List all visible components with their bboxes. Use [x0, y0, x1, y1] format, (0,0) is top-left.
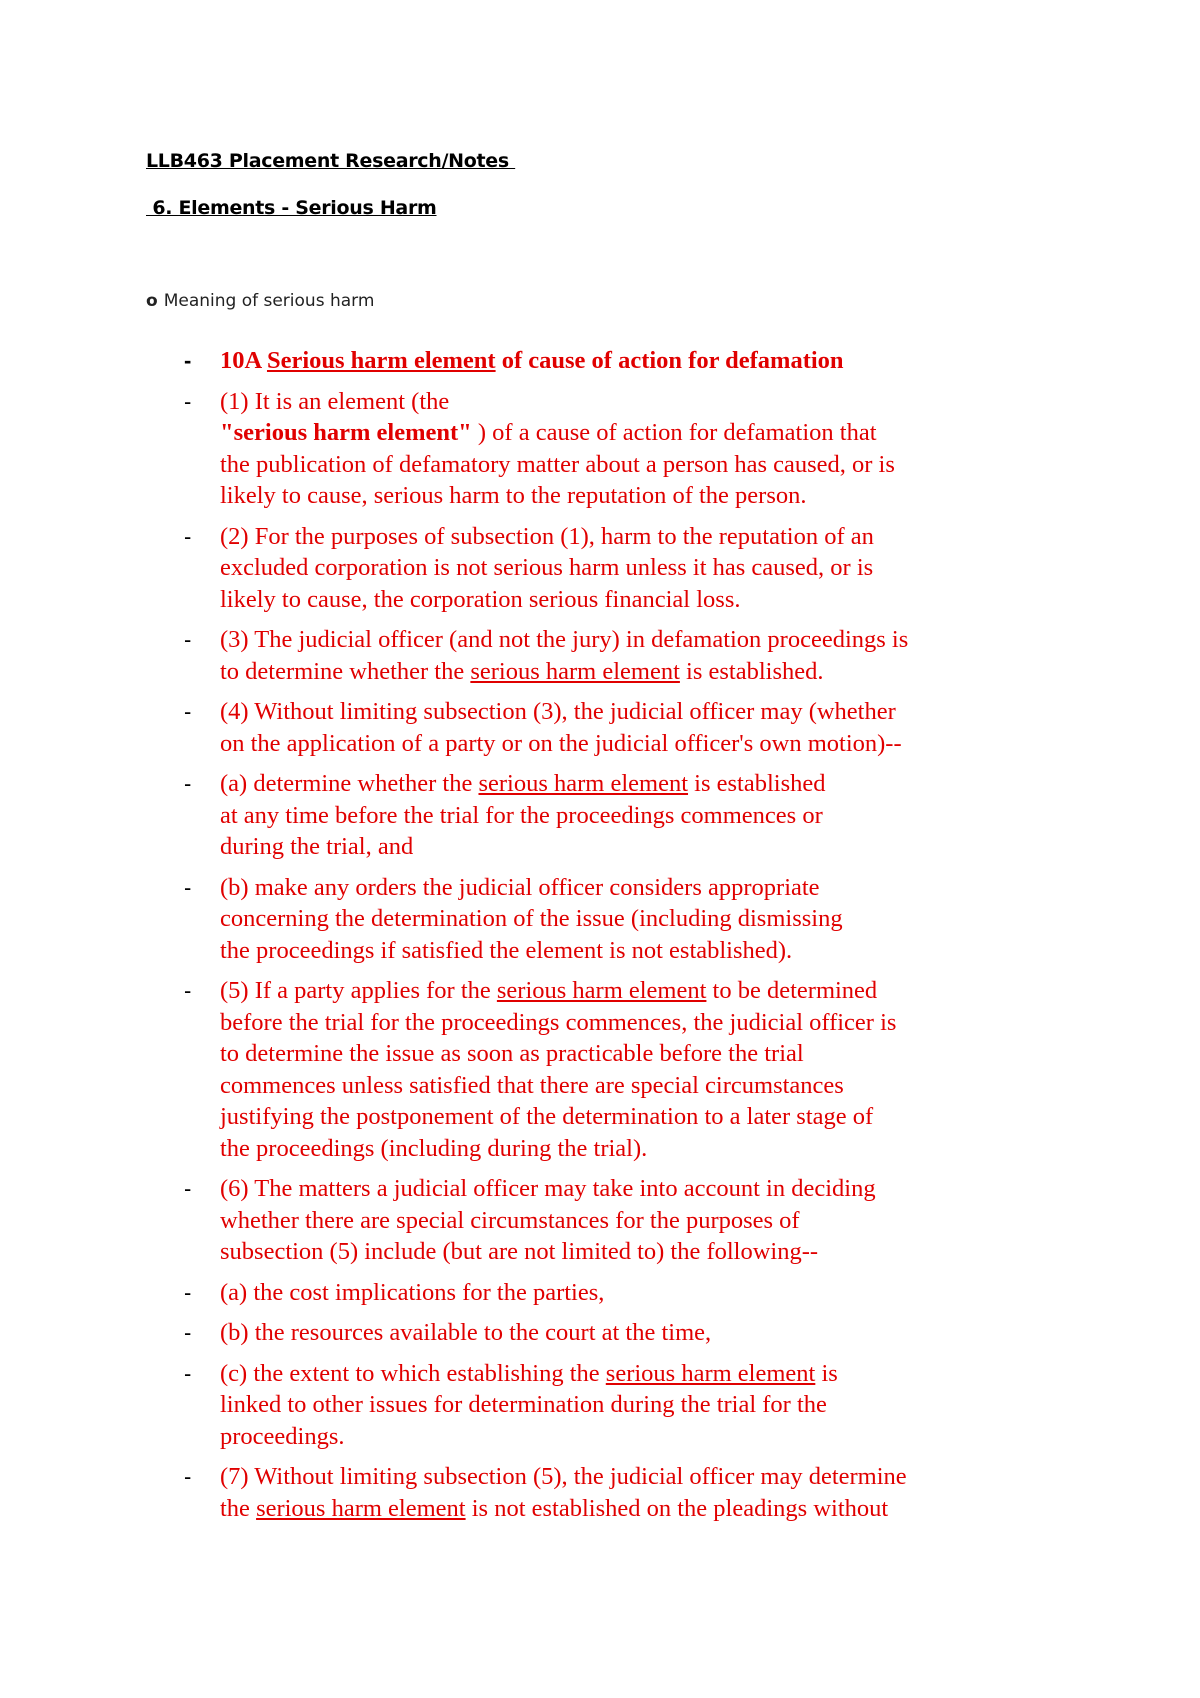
provision-text: the proceedings if satisfied the element is not established). — [220, 936, 793, 964]
defined-term: serious harm element — [496, 977, 707, 1004]
provision-line — [220, 449, 1020, 481]
provision-item — [180, 521, 1020, 616]
provision-text: the proceedings (including during the trial). — [220, 1134, 648, 1162]
provision-line — [220, 696, 1020, 728]
provision-line — [220, 800, 1020, 832]
provision-item — [180, 345, 1020, 377]
provision-text: the publication of defamatory matter about a person has caused, or is — [220, 450, 895, 478]
provision-item — [180, 386, 1020, 512]
list-dash: - — [184, 1464, 192, 1489]
provision-line — [220, 1236, 1020, 1268]
provision-line — [220, 1101, 1020, 1133]
provision-line — [220, 345, 1020, 377]
provision-text: during the trial, and — [220, 833, 414, 860]
list-dash: - — [184, 523, 192, 549]
provision-text: linked to other issues for determination during the trial for the — [220, 1391, 827, 1418]
list-dash: - — [184, 978, 192, 1003]
provision-text: is — [815, 1359, 838, 1387]
provision-text: (a) determine whether the — [220, 770, 479, 797]
provision-line — [220, 831, 1020, 863]
provision-line — [220, 1173, 1020, 1205]
document-title: LLB463 Placement Research/Notes — [146, 150, 516, 172]
provision-line — [220, 1038, 1020, 1070]
provision-line — [220, 903, 1020, 935]
provision-text: (b) make any orders the judicial officer considers appropriate — [220, 873, 820, 901]
provision-text: proceedings. — [220, 1422, 345, 1450]
defined-term: serious harm element — [470, 657, 680, 685]
provision-line — [220, 552, 1020, 584]
provision-line — [220, 935, 1020, 967]
emphasized-text: "serious harm element" — [220, 419, 472, 446]
provision-text: to determine whether the — [220, 657, 471, 685]
list-dash: - — [184, 1320, 192, 1345]
provision-text: likely to cause, serious harm to the reputation of the person. — [220, 482, 807, 509]
provision-text: (c) the extent to which establishing the — [220, 1359, 606, 1387]
provision-line — [220, 975, 1020, 1007]
defined-term: serious harm element — [605, 1359, 816, 1387]
list-dash: - — [184, 627, 192, 652]
provision-item — [180, 624, 1020, 687]
provision-line — [220, 1205, 1020, 1237]
provision-text: (4) Without limiting subsection (3), the judicial officer may (whether — [220, 698, 896, 725]
subpoint-bullet: o — [146, 291, 158, 311]
provision-text: is established — [688, 770, 826, 797]
provision-item — [180, 1173, 1020, 1268]
provision-text: is established. — [679, 657, 824, 685]
provision-text: excluded corporation is not serious harm unless it has caused, or is — [220, 554, 874, 581]
provision-item — [180, 1317, 1020, 1349]
provision-line — [220, 584, 1020, 616]
provision-text: (1) It is an element (the — [220, 387, 450, 415]
provision-line — [220, 728, 1020, 760]
provision-text: to be determined — [706, 977, 878, 1004]
provision-line — [220, 768, 1020, 800]
provision-line — [220, 386, 1020, 418]
provision-line — [220, 417, 1020, 449]
provision-text: likely to cause, the corporation serious financial loss. — [220, 585, 741, 613]
list-dash: - — [184, 348, 192, 373]
provision-line — [220, 1070, 1020, 1102]
list-dash: - — [184, 771, 192, 796]
provision-text: (3) The judicial officer (and not the jury) in defamation proceedings is — [220, 626, 909, 653]
provision-text: justifying the postponement of the determination to a later stage of — [220, 1103, 874, 1130]
provision-item — [180, 768, 1020, 863]
provision-line — [220, 1461, 1020, 1493]
provision-item — [180, 975, 1020, 1164]
provision-line — [220, 1421, 1020, 1453]
provision-text: concerning the determination of the issue (including dismissing — [220, 905, 843, 932]
defined-term: Serious harm element — [266, 347, 496, 374]
provision-line — [220, 1277, 1020, 1309]
provision-line — [220, 624, 1020, 656]
provision-text: on the application of a party or on the judicial officer's own motion)-- — [220, 729, 902, 757]
provision-text: (7) Without limiting subsection (5), the judicial officer may determine — [220, 1463, 907, 1490]
provision-line — [220, 521, 1020, 553]
provision-item — [180, 872, 1020, 967]
provision-line — [220, 1493, 1020, 1525]
provision-text: of cause of action for defamation — [495, 347, 844, 374]
provision-line — [220, 1358, 1020, 1390]
provision-item — [180, 1358, 1020, 1453]
provision-text: (2) For the purposes of subsection (1), harm to the reputation of an — [220, 522, 874, 550]
provision-text: to determine the issue as soon as practicable before the trial — [220, 1040, 804, 1067]
provision-text: (b) the resources available to the court at the time, — [220, 1319, 712, 1346]
provision-text: 10A — [220, 347, 267, 374]
list-dash: - — [184, 874, 192, 900]
provision-text: (6) The matters a judicial officer may take into account in deciding — [220, 1175, 876, 1202]
provision-text: subsection (5) include (but are not limited to) the following-- — [220, 1238, 819, 1265]
provision-list — [180, 345, 1020, 1533]
provision-item — [180, 1461, 1020, 1524]
provision-line — [220, 1389, 1020, 1421]
provision-line — [220, 872, 1020, 904]
list-dash: - — [184, 1176, 192, 1201]
provision-line — [220, 480, 1020, 512]
list-dash: - — [184, 699, 192, 724]
provision-text: is not established on the pleadings without — [465, 1494, 889, 1522]
provision-text: the — [220, 1494, 257, 1522]
subpoint-text: Meaning of serious harm — [163, 291, 375, 311]
provision-text: before the trial for the proceedings commences, the judicial officer is — [220, 1008, 897, 1036]
subpoint — [146, 291, 374, 311]
provision-text: whether there are special circumstances for the purposes of — [220, 1206, 800, 1234]
list-dash: - — [184, 1360, 192, 1386]
provision-text: commences unless satisfied that there are special circumstances — [220, 1071, 844, 1099]
list-dash: - — [184, 388, 192, 414]
list-dash: - — [184, 1279, 192, 1305]
provision-text: at any time before the trial for the proceedings commences or — [220, 801, 823, 829]
provision-line — [220, 1317, 1020, 1349]
provision-line — [220, 1007, 1020, 1039]
provision-item — [180, 1277, 1020, 1309]
defined-term: serious harm element — [478, 770, 689, 797]
section-heading: 6. Elements - Serious Harm — [146, 197, 437, 219]
provision-text: (5) If a party applies for the — [220, 977, 497, 1004]
defined-term: serious harm element — [256, 1494, 466, 1522]
provision-item — [180, 696, 1020, 759]
provision-line — [220, 1133, 1020, 1165]
provision-line — [220, 656, 1020, 688]
provision-text: (a) the cost implications for the parties, — [220, 1278, 605, 1306]
provision-text: ) of a cause of action for defamation that — [471, 419, 877, 446]
